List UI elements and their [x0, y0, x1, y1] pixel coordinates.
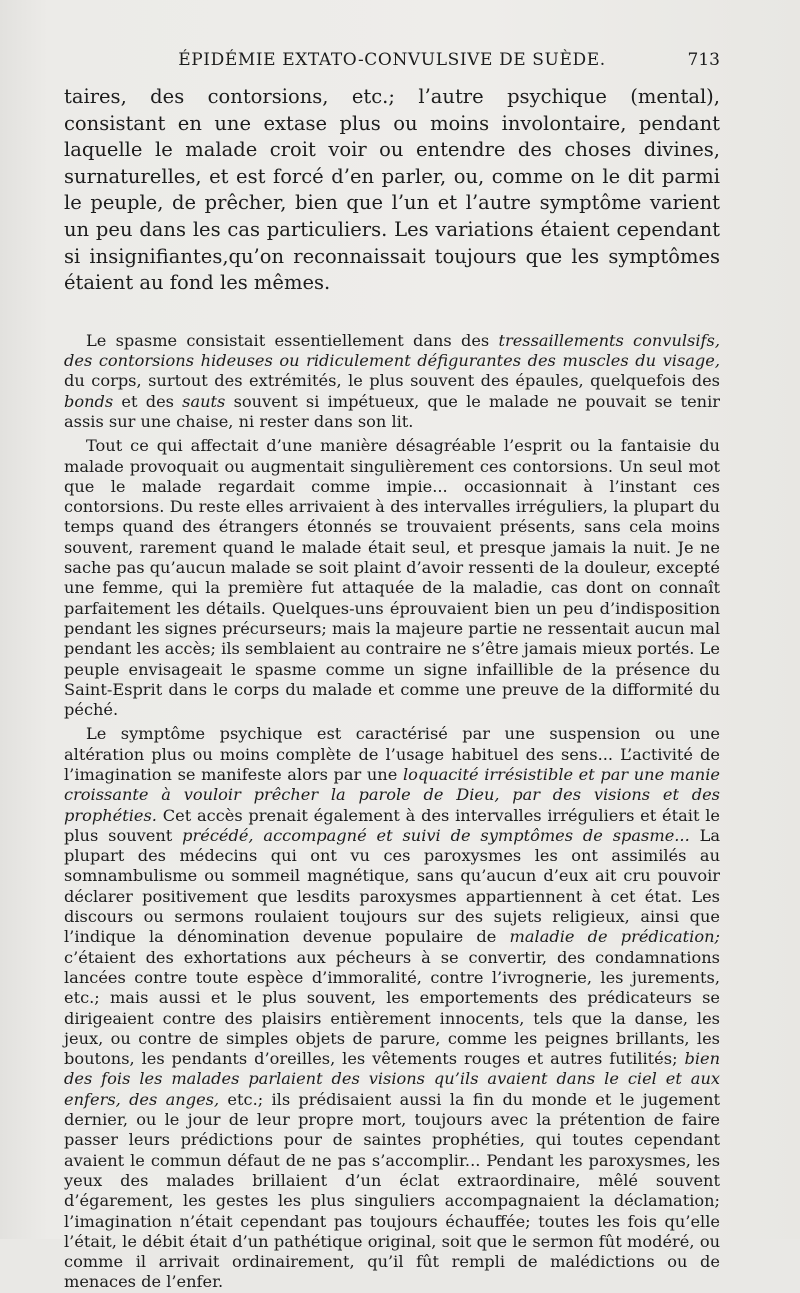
paragraph-text: Le symptôme psychique est caractérisé par une suspension ou une altération plus ou moins complète de l’usage habituel des sens... L’activité de l’imagination se manifeste alors par une — [64, 724, 720, 784]
italic-phrase: bonds — [64, 391, 114, 411]
paragraph-text: Cet accès prenait également à des intervalles irréguliers et était le plus souvent — [64, 805, 720, 845]
page-body — [64, 84, 720, 1293]
continued-paragraph-text: taires, des contorsions, etc.; l’autre psychique (mental), consistant en une extase plus ou moins involontaire, pendant laquelle le malade croit voir ou entendre des choses divines, surnaturelles, et est forcé d’en parler, ou, comme on le dit parmi le peuple, de prêcher, bien que l’un et l’autre symptôme varient un peu dans les cas particuliers. Les variations étaient cependant si insignifiantes,qu’on reconnaissait toujours que les symptômes étaient au fond les mêmes. — [64, 85, 720, 295]
main-text — [64, 331, 720, 1293]
italic-phrase: tressaillements convulsifs, des contorsions hideuses ou ridiculement défigurantes des muscles du visage, — [64, 330, 720, 371]
italic-phrase: bien des fois les malades parlaient des visions qu’ils avaient dans le ciel et aux enfers, des anges, — [64, 1049, 720, 1109]
paragraph-text: Le spasme consistait essentiellement dans des — [86, 330, 499, 350]
italic-phrase: loquacité irrésistible et par une manie croissante à vouloir prêcher la parole de Dieu, par des visions et des prophéties. — [64, 764, 720, 825]
paragraph-text: La plupart des médecins qui ont vu ces paroxysmes les ont assimilés au somnambulisme ou sommeil magnétique, sans qu’aucun d’eux ait cru pouvoir déclarer positivement que lesdits paroxysmes appartiennent à cet état. Les discours ou sermons roulaient toujours sur des sujets religieux, ainsi que l’indique la dénomination devenue populaire de — [64, 825, 720, 947]
page-number: 713 — [687, 50, 720, 70]
paragraph-contorsions: Tout ce qui affectait d’une manière désagréable l’esprit ou la fantaisie du malade provoquait ou augmentait singulièrement ces contorsions. Un seul mot que le malade regardait comme impie... occasionnait à l’instant ces contorsions. Du reste elles arrivaient à des intervalles irréguliers, la plupart du temps quand des étrangers étonnés se trouvaient présents, sans cela moins souvent, rarement quand le malade était seul, et presque jamais la nuit. Je ne sache pas qu’aucun malade se soit plaint d’avoir ressenti de la douleur, excepté une femme, qui la première fut attaquée de la maladie, cas dont on connaît parfaitement les détails. Quelques-uns éprouvaient bien un peu d’indisposition pendant les signes précurseurs; mais la majeure partie ne ressentait aucun mal pendant les accès; ils semblaient au contraire ne s’être jamais mieux portés. Le peuple envisageait le spasme comme un signe infaillible de la présence du Saint-Esprit dans le corps du malade et comme une preuve de la difformité du péché. — [64, 436, 720, 720]
paragraph-text: etc.; ils prédisaient aussi la fin du monde et le jugement dernier, ou le jour de leur propre mort, toujours avec la prétention de faire passer leurs prédictions pour de saintes prophéties, qui toutes cependant avaient le commun défaut de ne pas s’accomplir... Pendant les paroxysmes, les yeux des malades brillaient d’un éclat extraordinaire, mêlé souvent d’égarement, les gestes les plus singuliers accompagnaient la déclamation; l’imagination n’était cependant pas toujours échauffée; toutes les fois qu’elle l’était, le débit était d’un pathétique original, soit que le sermon fût modéré, ou comme il arrivait ordinairement, qu’il fût rempli de malédictions ou de menaces de l’enfer. — [64, 1089, 721, 1292]
paragraph-spasme — [64, 331, 720, 432]
italic-phrase: précédé, accompagné et suivi de symptômes de spasme... — [182, 825, 690, 845]
continued-paragraph — [64, 84, 720, 297]
paragraph-symptome-psychique — [64, 724, 720, 1292]
italic-phrase: maladie de prédication; — [509, 927, 720, 947]
paragraph-text: souvent si impétueux, que le malade ne pouvait se tenir assis sur une chaise, ni rester dans son lit. — [64, 391, 720, 431]
italic-phrase: sauts — [182, 391, 226, 411]
paragraph-text: c’étaient des exhortations aux pécheurs à se convertir, des condamnations lancées contre toute espèce d’immoralité, contre l’ivrognerie, les jurements, etc.; mais aussi et le plus souvent, les emportements des prédicateurs se dirigeaient contre des plaisirs entièrement innocents, tels que la danse, les jeux, ou contre de simples objets de parure, comme les peignes brillants, les boutons, les pendants d’oreilles, les vêtements rouges et autres futilités; — [64, 947, 720, 1069]
page-header — [64, 50, 720, 72]
paragraph-text: et des — [113, 391, 183, 411]
running-title: ÉPIDÉMIE EXTATO-CONVULSIVE DE SUÈDE. — [178, 50, 606, 70]
paragraph-text: du corps, surtout des extrémités, le plus souvent des épaules, quelquefois des — [64, 371, 720, 391]
